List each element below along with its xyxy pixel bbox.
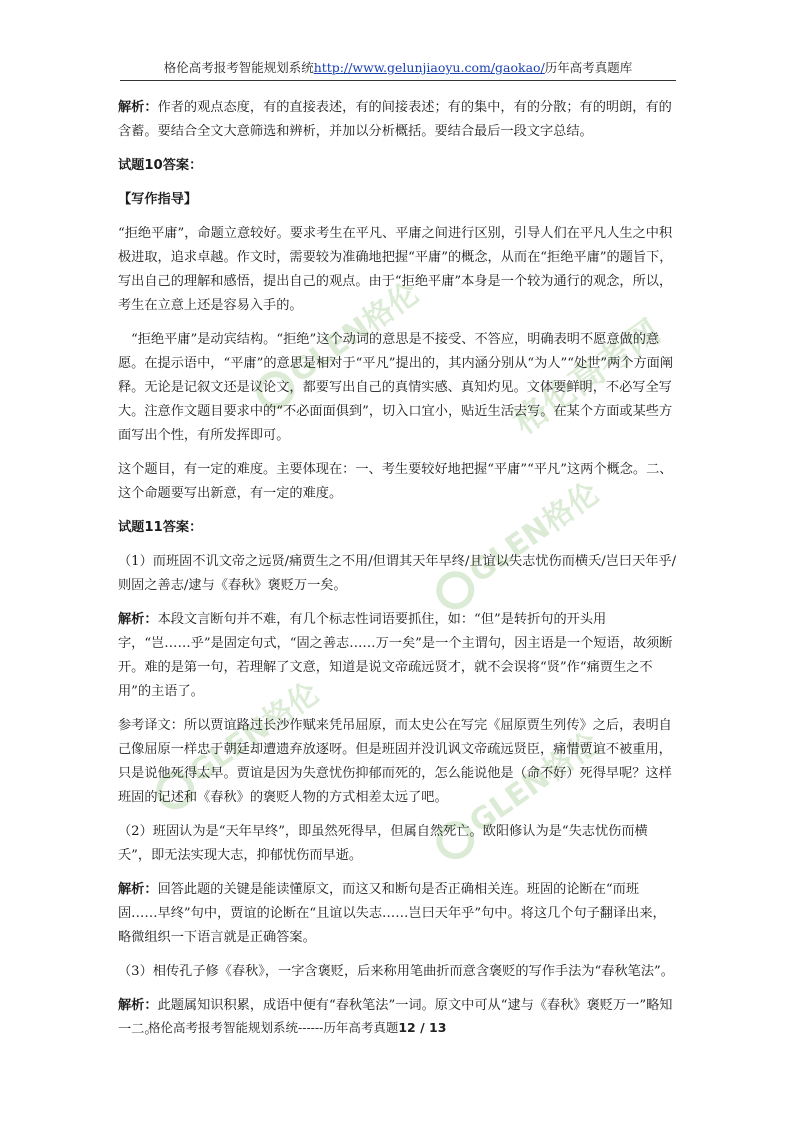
writing-guide-heading: 【写作指导】	[118, 192, 198, 207]
paragraph-analysis-4: 解析：此题属知识积累，成语中便有“春秋笔法”一词。原文中可从“逮与《春秋》褒贬万一”略知一二。	[118, 998, 673, 1037]
answer-2: （2）班固认为是“天年早终”，即虽然死得早，但属自然死亡。欧阳修认为是“失志忧伤而横夭”，即无法实现大志，抑郁忧伤而早逝。	[118, 824, 648, 863]
page-number: 12 / 13	[398, 1020, 447, 1035]
answer-1: （1）而班固不讥文帝之远贤/痛贾生之不用/但谓其天年早终/且谊以失志忧伤而横夭/岂曰天年乎/则固之善志/逮与《春秋》褒贬万一矣。	[118, 554, 677, 593]
analysis-label: 解析：	[118, 882, 158, 897]
analysis-label: 解析：	[118, 612, 158, 627]
header-suffix: 历年高考真题库	[544, 60, 633, 75]
footer-text: 格伦高考报考智能规划系统------历年高考真题	[148, 1020, 399, 1035]
analysis-label: 解析：	[118, 998, 158, 1013]
page-header	[120, 58, 676, 81]
analysis-label: 解析：	[118, 100, 158, 115]
header-link[interactable]: http://www.gelunjiaoyu.com/gaokao/	[313, 60, 545, 75]
answer-3: （3）相传孔子修《春秋》，一字含褒贬，后来称用笔曲折而意含褒贬的写作手法为“春秋笔法”。	[118, 964, 674, 979]
question-11-title: 试题11答案：	[118, 520, 203, 535]
watermark-2: 格伦高考网	[505, 312, 669, 443]
paragraph-analysis-3: 解析：回答此题的关键是能读懂原文，而这又和断句是否正确相关连。班固的论断在“而班固……早终”句中，贾谊的论断在“且谊以失志……岂曰天年乎”句中。将这几个句子翻译出来，略微组织一下语言就是正确答案。	[118, 882, 666, 945]
paragraph-writing-3: 这个题目，有一定的难度。主要体现在：一、考生要较好地把握“平庸”“平凡”这两个概念。二、这个命题要写出新意，有一定的难度。	[118, 462, 673, 501]
paragraph-analysis-2: 解析：本段文言断句并不难，有几个标志性词语要抓住，如：“但”是转折句的开头用字，“岂……乎”是固定句式，“固之善志……万一矣”是一个主谓句，因主语是一个短语，故须断开。难的是第一句，若理解了文意，知道是说文帝疏远贤才，就不会误将“贤”作“痛贾生之不用”的主语了。	[118, 612, 673, 699]
watermark-1: GLEN格伦	[244, 269, 427, 416]
reference-translation: 参考译文：所以贾谊路过长沙作赋来凭吊屈原，而太史公在写完《屈原贾生列传》之后，表明自己像屈原一样忠于朝廷却遭遗弃放逐呀。但是班固并没讥讽文帝疏远贤臣，痛惜贾谊不被重用，只是说他死得太早。贾谊是因为失意忧伤抑郁而死的，怎么能说他是（命不好）死得早呢？这样班固的记述和《春秋》的褒贬人物的方式相差太远了吧。	[118, 718, 672, 805]
header-prefix: 格伦高考报考智能规划系统	[163, 60, 314, 75]
question-10-title: 试题10答案：	[118, 158, 203, 173]
document-body	[118, 96, 678, 1052]
watermark-3: GLEN格伦	[424, 469, 607, 616]
paragraph-writing-1: “拒绝平庸”，命题立意较好。要求考生在平凡、平庸之间进行区别，引导人们在平凡人生之中积极进取，追求卓越。作文时，需要较为准确地把握“平庸”的概念，从而在“拒绝平庸”的题旨下，写出自己的理解和感悟，提出自己的观点。由于“拒绝平庸”本身是一个较为通行的观念，所以，考生在立意上还是容易入手的。	[118, 226, 673, 313]
paragraph-analysis-1: 解析：作者的观点态度，有的直接表述，有的间接表述；有的集中，有的分散；有的明朗，有的含蓄。要结合全文大意筛选和辨析，并加以分析概括。要结合最后一段文字总结。	[118, 100, 672, 139]
page-footer	[148, 1018, 446, 1036]
watermark-5: GLEN格伦	[424, 719, 607, 866]
paragraph-writing-2: “拒绝平庸”是动宾结构。“拒绝”这个动词的意思是不接受、不答应，明确表明不愿意做的意愿。在提示语中，“平庸”的意思是相对于“平凡”提出的，其内涵分别从“为人”“处世”两个方面阐释。无论是记叙文还是议论文，都要写出自己的真情实感、真知灼见。文体要鲜明，不必写全写大。注意作文题目要求中的“不必面面俱到”，切入口宜小，贴近生活去写。在某个方面或某些方面写出个性，有所发挥即可。	[118, 332, 674, 443]
watermark-4: GLEN格伦	[144, 669, 327, 816]
